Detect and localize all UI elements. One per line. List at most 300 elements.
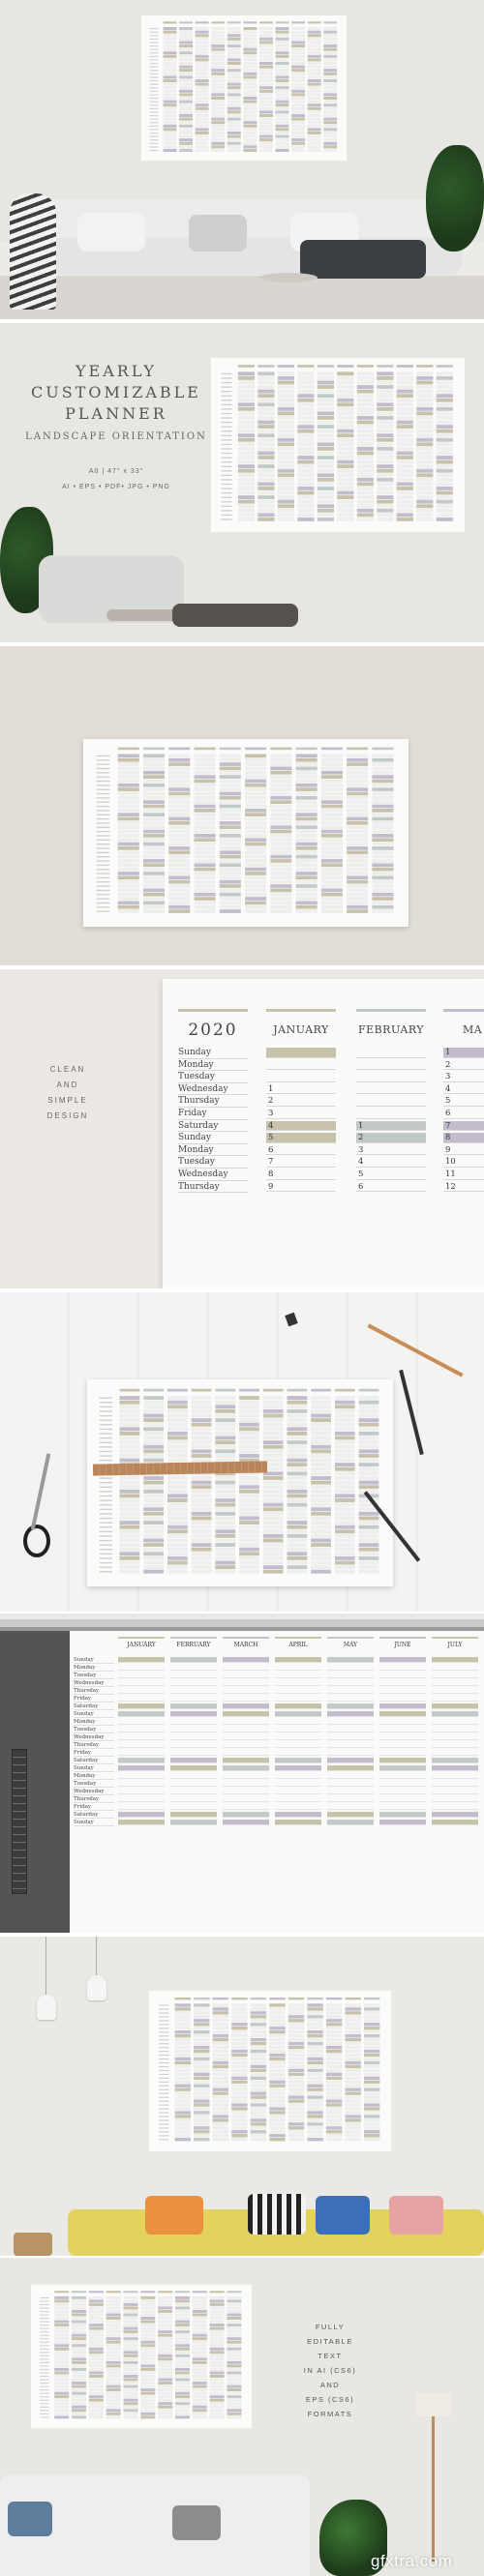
day-cell — [318, 442, 334, 446]
day-cell — [143, 1543, 164, 1547]
day-cell — [175, 2095, 191, 2098]
day-cell — [54, 2361, 69, 2364]
day-cell — [416, 456, 433, 459]
day-cell — [257, 500, 274, 504]
day-cell — [251, 2126, 266, 2129]
day-cell — [297, 381, 314, 385]
day-cell — [231, 2003, 247, 2006]
day-cell — [170, 1696, 217, 1702]
day-cell — [194, 2126, 209, 2129]
day-label — [221, 457, 231, 458]
day-cell — [239, 1512, 259, 1516]
day-name: Saturday — [74, 1703, 114, 1710]
day-cell — [89, 2361, 104, 2364]
day-cell — [251, 2073, 266, 2076]
day-cell — [259, 31, 273, 34]
day-cell — [308, 83, 321, 86]
day-cell — [220, 909, 241, 913]
day-cell — [175, 2330, 190, 2333]
day-cell — [167, 1414, 188, 1418]
day-label — [149, 136, 158, 137]
day-cell — [194, 2077, 209, 2080]
day-cell — [416, 460, 433, 464]
day-cell — [270, 809, 291, 813]
day-cell — [106, 2368, 121, 2371]
day-cell — [231, 2077, 247, 2080]
day-cell — [179, 149, 193, 152]
day-cell — [372, 800, 393, 804]
day-cell — [143, 1565, 164, 1569]
day-cell — [311, 1485, 331, 1489]
day-cell — [196, 93, 209, 96]
day-cell — [337, 433, 353, 437]
day-cell — [168, 784, 190, 787]
month-header-bar — [278, 365, 294, 368]
day-cell — [196, 97, 209, 100]
day-cell — [416, 495, 433, 499]
month-header-bar — [311, 1389, 331, 1392]
day-cell — [89, 2375, 104, 2378]
day-cell — [192, 1503, 212, 1507]
day-label — [100, 1540, 112, 1541]
panel-yellow-sofa — [0, 1937, 484, 2256]
day-cell — [263, 1561, 284, 1565]
day-cell — [175, 2317, 190, 2320]
day-cell — [193, 2324, 207, 2326]
day-cell — [175, 2019, 191, 2022]
day-cell — [437, 390, 453, 394]
day-cell — [307, 2054, 322, 2057]
day-cell — [357, 469, 374, 473]
day-cell — [231, 2081, 247, 2084]
day-cell — [89, 2351, 104, 2354]
day-cell — [357, 421, 374, 425]
day-cell — [437, 509, 453, 513]
day-cell — [158, 2364, 172, 2367]
day-cell — [297, 402, 314, 406]
day-cell — [245, 821, 266, 825]
day-cell — [327, 1812, 374, 1818]
day-cell — [287, 1521, 308, 1525]
month-header-bar — [326, 1998, 342, 1999]
day-cell — [416, 421, 433, 425]
day-cell — [106, 2321, 121, 2324]
cushion — [77, 213, 145, 252]
day-cell — [223, 1734, 269, 1740]
day-name: Monday — [74, 1664, 114, 1672]
cushion-blue — [316, 2196, 370, 2235]
day-cell — [179, 104, 193, 106]
day-cell — [263, 1449, 284, 1453]
day-cell — [372, 758, 393, 762]
day-cell — [372, 843, 393, 846]
day-cell — [168, 758, 190, 762]
month-header-bar — [321, 748, 343, 751]
day-cell — [215, 1525, 235, 1529]
day-cell — [124, 2388, 138, 2391]
day-cell — [259, 69, 273, 72]
day-cell — [276, 79, 289, 82]
day-cell — [167, 1481, 188, 1485]
day-cell — [89, 2392, 104, 2395]
day-cell — [308, 128, 321, 131]
day-label — [159, 2093, 169, 2094]
day-cell — [245, 830, 266, 834]
day-cell — [278, 495, 294, 499]
day-cell — [335, 1490, 355, 1494]
day-cell — [210, 2317, 225, 2320]
day-cell — [243, 66, 257, 69]
day-cell — [432, 1773, 478, 1779]
day-cell — [377, 399, 393, 402]
day-cell — [276, 93, 289, 96]
day-cell — [106, 2299, 121, 2302]
day-cell — [243, 145, 257, 148]
day-cell — [143, 817, 165, 821]
day-cell — [311, 1414, 331, 1418]
day-cell — [223, 1665, 269, 1671]
day-cell — [296, 897, 318, 901]
day-cell — [251, 2034, 266, 2037]
day-cell — [372, 859, 393, 863]
day-cell — [118, 1665, 165, 1671]
day-cell — [397, 487, 413, 490]
day-label — [149, 108, 158, 109]
month-header-bar — [372, 748, 393, 751]
day-cell — [140, 2317, 155, 2320]
day-cell — [120, 1476, 140, 1480]
day-cell — [377, 385, 393, 389]
day-cell — [164, 86, 177, 89]
day-cell — [89, 2324, 104, 2326]
day-cell — [259, 51, 273, 54]
day-cell — [179, 73, 193, 75]
day-cell — [124, 2413, 138, 2415]
day-cell — [140, 2385, 155, 2388]
day-cell — [323, 44, 337, 47]
day-cell — [167, 1539, 188, 1543]
day-cell — [291, 44, 305, 47]
day-cell — [327, 1680, 374, 1686]
day-label — [221, 475, 231, 476]
day-label — [221, 408, 231, 409]
day-cell — [227, 83, 241, 86]
day-cell — [308, 97, 321, 100]
day-label — [100, 1398, 112, 1399]
day-label — [159, 2101, 169, 2102]
day-cell — [140, 2399, 155, 2402]
day-cell — [239, 1552, 259, 1555]
day-cell — [164, 58, 177, 61]
day-cell — [195, 850, 216, 854]
day-cell — [164, 62, 177, 65]
day-cell — [297, 452, 314, 456]
day-cell: 8 — [266, 1170, 336, 1180]
day-label — [221, 492, 231, 493]
day-cell — [54, 2385, 69, 2388]
day-cell — [245, 758, 266, 762]
day-cell — [118, 780, 139, 784]
day-cell — [220, 889, 241, 893]
day-label — [159, 2078, 169, 2079]
day-label — [149, 84, 158, 85]
day-cell — [72, 2368, 86, 2371]
day-cell — [318, 407, 334, 411]
day-cell — [192, 1529, 212, 1533]
day-cell — [140, 2382, 155, 2384]
day-cell — [140, 2406, 155, 2409]
day-cell — [196, 104, 209, 106]
day-cell — [357, 402, 374, 406]
note-line: FORMATS — [307, 2410, 353, 2418]
day-cell — [337, 376, 353, 380]
day-label — [159, 2039, 169, 2040]
day-cell — [215, 1401, 235, 1405]
day-cell — [275, 1719, 321, 1725]
day-cell — [287, 1534, 308, 1538]
day-cell — [120, 1539, 140, 1543]
day-cell — [297, 407, 314, 411]
day-cell — [337, 442, 353, 446]
day-cell — [175, 2118, 191, 2121]
day-cell — [120, 1521, 140, 1525]
day-cell — [215, 1432, 235, 1436]
day-label — [159, 2058, 169, 2059]
day-cell — [321, 825, 343, 829]
day-cell — [323, 58, 337, 61]
day-cell — [213, 2138, 228, 2141]
day-cell — [364, 2023, 379, 2026]
day-cell — [337, 487, 353, 490]
day-cell — [54, 2344, 69, 2347]
day-cell — [326, 2115, 342, 2117]
day-cell — [347, 843, 368, 846]
day-cell — [259, 83, 273, 86]
day-cell — [321, 846, 343, 850]
day-name: Thursday — [178, 1181, 220, 1192]
day-cell — [337, 411, 353, 415]
day-cell — [318, 411, 334, 415]
month-header-bar — [106, 2291, 121, 2293]
day-label — [100, 1455, 112, 1456]
day-cell — [179, 135, 193, 138]
day-cell — [213, 2003, 228, 2006]
day-cell — [227, 2330, 241, 2333]
day-cell — [143, 872, 165, 875]
day-cell — [195, 792, 216, 796]
day-cell — [196, 62, 209, 65]
day-cell — [269, 2065, 285, 2068]
day-label — [159, 2109, 169, 2110]
day-cell — [118, 889, 139, 893]
day-label — [96, 856, 109, 857]
day-cell — [287, 1467, 308, 1471]
day-cell — [220, 775, 241, 779]
day-cell — [213, 2061, 228, 2064]
day-cell — [276, 62, 289, 65]
month-header-bar — [335, 1389, 355, 1392]
day-cell — [164, 38, 177, 41]
day-cell — [270, 784, 291, 787]
day-cell — [211, 69, 225, 72]
day-cell — [278, 513, 294, 517]
day-cell — [288, 2065, 304, 2068]
day-cell — [287, 1454, 308, 1458]
day-label — [40, 2362, 49, 2363]
planner-sheet — [163, 979, 484, 1288]
month-header-bar — [140, 2291, 155, 2293]
day-cell — [318, 482, 334, 486]
day-cell — [296, 755, 318, 758]
day-cell — [347, 905, 368, 909]
day-cell — [227, 2299, 241, 2302]
day-label — [221, 404, 231, 405]
day-cell — [164, 118, 177, 121]
day-cell — [158, 2395, 172, 2398]
day-cell — [397, 482, 413, 486]
day-cell — [158, 2334, 172, 2337]
day-cell — [321, 821, 343, 825]
day-cell — [211, 138, 225, 141]
day-cell — [357, 504, 374, 508]
day-label — [40, 2338, 49, 2339]
day-cell — [357, 442, 374, 446]
day-cell — [89, 2348, 104, 2351]
day-cell — [118, 809, 139, 813]
day-cell — [287, 1525, 308, 1529]
day-cell — [158, 2392, 172, 2395]
day-cell — [345, 2003, 360, 2006]
day-label — [96, 768, 109, 769]
day-cell — [335, 1449, 355, 1453]
day-cell — [297, 399, 314, 402]
day-cell — [72, 2409, 86, 2412]
day-cell — [124, 2364, 138, 2367]
day-label — [221, 444, 231, 445]
day-label — [159, 2043, 169, 2044]
day-cell — [357, 394, 374, 398]
day-cell — [238, 411, 255, 415]
day-cell — [175, 2073, 191, 2076]
day-cell — [168, 787, 190, 791]
day-cell — [124, 2406, 138, 2409]
day-cell — [291, 83, 305, 86]
day-label — [100, 1402, 112, 1403]
day-cell — [297, 473, 314, 477]
day-cell — [143, 1529, 164, 1533]
day-cell — [239, 1432, 259, 1436]
title-line-2: CUSTOMIZABLE — [31, 383, 201, 401]
day-cell — [194, 2130, 209, 2133]
day-cell — [54, 2392, 69, 2395]
month-header-bar — [270, 748, 291, 751]
day-label — [96, 759, 109, 760]
day-name: Friday — [74, 1749, 114, 1757]
day-cell — [227, 73, 241, 75]
day-cell — [311, 1401, 331, 1405]
day-cell — [257, 390, 274, 394]
day-label — [221, 448, 231, 449]
day-cell — [106, 2310, 121, 2313]
day-cell — [194, 2023, 209, 2026]
day-cell — [193, 2402, 207, 2405]
day-label — [100, 1562, 112, 1563]
day-cell — [195, 893, 216, 897]
day-cell — [118, 893, 139, 897]
day-cell — [311, 1570, 331, 1574]
day-cell — [167, 1529, 188, 1533]
day-cell — [158, 2354, 172, 2357]
day-cell — [227, 2413, 241, 2415]
day-cell — [118, 775, 139, 779]
day-cell — [337, 460, 353, 464]
day-label — [159, 2123, 169, 2124]
day-cell — [170, 1812, 217, 1818]
day-cell — [318, 447, 334, 451]
day-cell — [168, 909, 190, 913]
day-cell — [359, 1534, 379, 1538]
day-cell — [211, 44, 225, 47]
month-header-bar — [124, 2291, 138, 2293]
day-cell — [143, 1516, 164, 1520]
day-cell — [192, 1498, 212, 1502]
day-cell — [194, 2115, 209, 2117]
day-cell — [379, 1688, 426, 1694]
day-cell — [269, 2015, 285, 2018]
day-cell — [168, 755, 190, 758]
day-cell — [287, 1548, 308, 1552]
day-cell — [118, 1812, 165, 1818]
day-label — [149, 126, 158, 127]
day-cell — [227, 2348, 241, 2351]
day-cell — [170, 1727, 217, 1732]
day-cell — [175, 2385, 190, 2388]
day-cell — [118, 1804, 165, 1810]
day-cell — [220, 863, 241, 867]
day-cell — [377, 513, 393, 517]
day-cell — [372, 863, 393, 867]
day-cell — [168, 893, 190, 897]
day-cell — [323, 86, 337, 89]
day-cell — [335, 1570, 355, 1574]
day-cell — [143, 809, 165, 813]
day-cell — [259, 107, 273, 110]
day-cell — [164, 69, 177, 72]
day-cell — [227, 38, 241, 41]
day-cell — [364, 2046, 379, 2049]
day-cell — [308, 142, 321, 145]
day-cell — [158, 2357, 172, 2360]
day-cell — [359, 1467, 379, 1471]
day-cell — [192, 1481, 212, 1485]
day-cell — [196, 90, 209, 93]
day-cell — [143, 897, 165, 901]
day-cell — [335, 1396, 355, 1400]
day-cell — [227, 2341, 241, 2344]
day-cell — [364, 2091, 379, 2094]
day-cell — [297, 447, 314, 451]
day-cell — [193, 2371, 207, 2374]
day-cell — [323, 149, 337, 152]
day-cell — [227, 41, 241, 44]
day-cell — [223, 1680, 269, 1686]
day-cell — [437, 425, 453, 429]
day-name: Thursday — [74, 1795, 114, 1803]
day-cell — [118, 838, 139, 842]
day-cell — [72, 2357, 86, 2360]
day-label — [221, 413, 231, 414]
day-cell — [118, 792, 139, 796]
